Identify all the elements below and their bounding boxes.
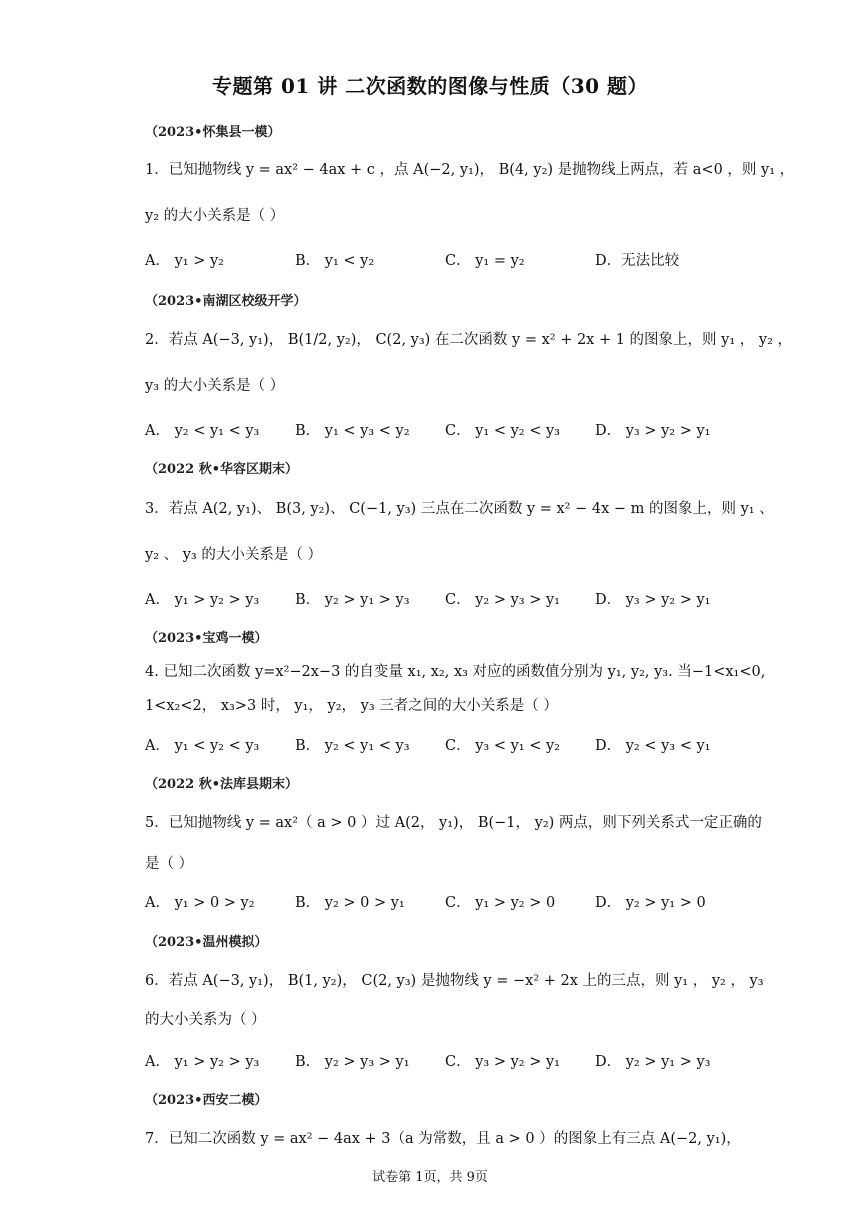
option-d: D．无法比较	[595, 253, 680, 269]
question-source: （2022 秋•华容区期末）	[145, 462, 299, 477]
question-source: （2023•怀集县一模）	[145, 125, 281, 140]
question-source: （2023•西安二模）	[145, 1093, 268, 1108]
option-b: B． y₁ < y₃ < y₂	[295, 423, 410, 439]
option-a: A． y₁ > y₂	[145, 253, 224, 269]
option-b: B． y₂ > y₃ > y₁	[295, 1054, 410, 1070]
question-source: （2023•宝鸡一模）	[145, 631, 268, 646]
option-a: A． y₁ > y₂ > y₃	[145, 1054, 260, 1070]
option-d: D． y₂ > y₁ > y₃	[595, 1054, 711, 1070]
question-text: 3．若点 A(2, y₁)、 B(3, y₂)、 C(−1, y₃) 三点在二次函数 y = x² − 4x − m 的图象上，则 y₁ 、	[145, 501, 774, 517]
question-text: 5．已知抛物线 y = ax²（ a > 0 ）过 A(2， y₁)， B(−1， y₂) 两点，则下列关系式一定正确的	[145, 815, 762, 831]
question-text: 1．已知抛物线 y = ax² − 4ax + c ，点 A(−2, y₁)， B(4, y₂) 是抛物线上两点，若 a<0 ，则 y₁ ，	[145, 162, 795, 178]
option-c: C． y₃ < y₁ < y₂	[445, 738, 560, 754]
option-b: B． y₂ > y₁ > y₃	[295, 592, 410, 608]
question-text: 2．若点 A(−3, y₁)， B(1/2, y₂)， C(2, y₃) 在二次函数 y = x² + 2x + 1 的图象上，则 y₁ ， y₂ ，	[145, 332, 793, 348]
option-c: C． y₁ > y₂ > 0	[445, 895, 556, 911]
question-text: 7．已知二次函数 y = ax² − 4ax + 3（a 为常数，且 a > 0 ）的图象上有三点 A(−2, y₁)，	[145, 1131, 741, 1147]
page-footer: 试卷第 1页，共 9页	[372, 1170, 488, 1185]
option-d: D． y₂ > y₁ > 0	[595, 895, 706, 911]
option-c: C． y₁ < y₂ < y₃	[445, 423, 560, 439]
option-a: A． y₁ > y₂ > y₃	[145, 592, 260, 608]
question-source: （2023•南湖区校级开学）	[145, 294, 307, 309]
question-text: y₃ 的大小关系是（ ）	[145, 378, 285, 394]
option-d: D． y₃ > y₂ > y₁	[595, 423, 711, 439]
question-text: 4. 已知二次函数 y=x²−2x−3 的自变量 x₁, x₂, x₃ 对应的函数值分别为 y₁, y₂, y₃. 当−1<x₁<0,	[145, 664, 766, 680]
option-a: A． y₁ < y₂ < y₃	[145, 738, 260, 754]
option-b: B． y₂ > 0 > y₁	[295, 895, 405, 911]
question-source: （2022 秋•法库县期末）	[145, 777, 299, 792]
question-text: 6．若点 A(−3, y₁)， B(1, y₂)， C(2, y₃) 是抛物线 y = −x² + 2x 上的三点，则 y₁ ， y₂ ， y₃	[145, 973, 764, 989]
option-b: B． y₂ < y₁ < y₃	[295, 738, 410, 754]
option-a: A． y₁ > 0 > y₂	[145, 895, 255, 911]
option-c: C． y₂ > y₃ > y₁	[445, 592, 560, 608]
question-text: y₂ 、 y₃ 的大小关系是（ ）	[145, 547, 322, 563]
question-text: 1<x₂<2， x₃>3 时， y₁， y₂， y₃ 三者之间的大小关系是（ ）	[145, 698, 558, 714]
question-text: 是（ ）	[145, 856, 194, 872]
option-c: C． y₃ > y₂ > y₁	[445, 1054, 560, 1070]
option-d: D． y₂ < y₃ < y₁	[595, 738, 711, 754]
option-d: D． y₃ > y₂ > y₁	[595, 592, 711, 608]
option-a: A． y₂ < y₁ < y₃	[145, 423, 260, 439]
page-title: 专题第 01 讲 二次函数的图像与性质（30 题）	[211, 74, 648, 98]
question-text: 的大小关系为（ ）	[145, 1012, 266, 1028]
option-c: C． y₁ = y₂	[445, 253, 525, 269]
question-source: （2023•温州模拟）	[145, 935, 268, 950]
question-text: y₂ 的大小关系是（ ）	[145, 208, 285, 224]
option-b: B． y₁ < y₂	[295, 253, 375, 269]
